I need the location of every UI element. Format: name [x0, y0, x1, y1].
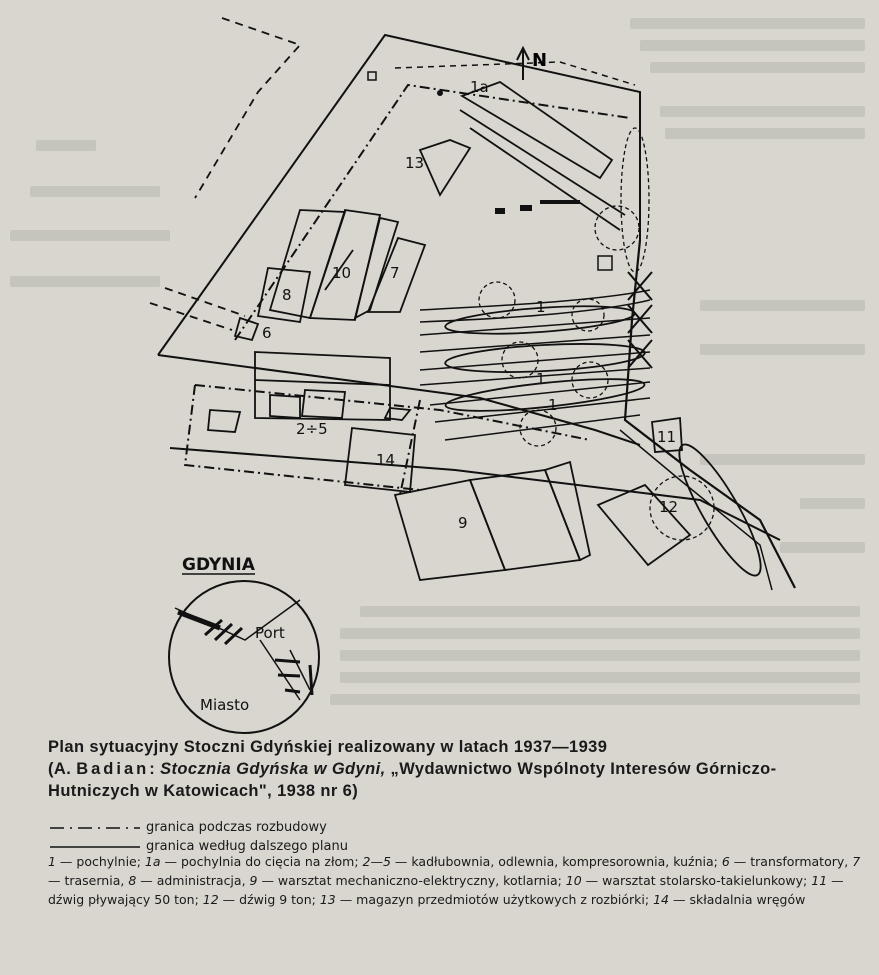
legend-item-text: — transformatory,: [729, 854, 853, 869]
inset-gdynia-map: [169, 555, 319, 733]
boundary-dashdot: [235, 85, 630, 340]
legend-item-text: — magazyn przedmiotów użytkowych z rozbiórki;: [335, 892, 654, 907]
label-6: 6: [262, 324, 272, 342]
label-9: 9: [458, 514, 468, 532]
caption-author: Badian: [76, 760, 150, 778]
inset-city: Miasto: [200, 696, 250, 714]
label-8: 8: [282, 286, 292, 304]
legend-dashdot-label: granica podczas rozbudowy: [146, 820, 327, 835]
legend-item-number: 13: [319, 892, 336, 907]
label-10: 10: [332, 264, 352, 282]
caption-rest: „Wydawnictwo Wspólnoty Interesów Górniczo-Hutniczych w Katowicach", 1938 nr 6): [48, 760, 777, 800]
label-14: 14: [376, 451, 396, 469]
legend-dashdot-row: [50, 818, 348, 837]
caption-book: Stocznia Gdyńska w Gdyni,: [160, 760, 386, 778]
legend-item-number: 2—5: [362, 854, 391, 869]
inset-port: Port: [255, 624, 285, 642]
legend-item-text: — warsztat stolarsko-takielunkowy;: [581, 873, 812, 888]
dashdot-line-icon: [50, 823, 140, 833]
legend-item-number: 9: [249, 873, 258, 888]
legend-item-text: — warsztat mechaniczno-elektryczny, kotlarnia;: [257, 873, 566, 888]
label-2-5: 2÷5: [296, 420, 328, 438]
label-13: 13: [405, 154, 425, 172]
legend-item-text: — dźwig 9 ton;: [218, 892, 320, 907]
legend-item-number: 11: [811, 873, 828, 888]
label-12: 12: [659, 498, 679, 516]
north-label: N: [532, 50, 548, 71]
legend-item-text: — dźwig pływający 50 ton;: [48, 873, 844, 907]
legend-item-number: 7: [852, 854, 861, 869]
legend-item-text: — kadłubownia, odlewnia, kompresorownia, kuźnia;: [390, 854, 722, 869]
caption-open: (A.: [48, 760, 77, 778]
legend-item-number: 10: [565, 873, 582, 888]
boundary-legend: [50, 818, 348, 856]
legend-item-number: 1: [48, 854, 56, 869]
caption-colon: :: [149, 760, 161, 778]
building-2-5: [255, 352, 390, 420]
legend-item-number: 1a: [144, 854, 161, 869]
legend-item-number: 12: [202, 892, 219, 907]
label-1-top: 1: [536, 298, 546, 316]
figure-caption: [48, 736, 863, 802]
label-1a: 1a: [470, 78, 489, 96]
legend-item-text: — pochylnia do cięcia na złom;: [160, 854, 363, 869]
legend-item-text: — administracja,: [136, 873, 250, 888]
legend-item-number: 6: [721, 854, 730, 869]
legend-item-text: — składalnia wręgów: [669, 892, 806, 907]
caption-line1: Plan sytuacyjny Stoczni Gdyńskiej realizowany w latach 1937—1939: [48, 738, 608, 756]
inset-title: GDYNIA: [182, 555, 255, 575]
legend-items: [48, 852, 863, 909]
legend-item-text: — pochylnie;: [55, 854, 145, 869]
solid-line-icon: [50, 842, 140, 852]
label-11: 11: [657, 428, 677, 446]
label-7: 7: [390, 264, 400, 282]
legend-solid-label: granica według dalszego planu: [146, 839, 348, 854]
legend-item-number: 14: [653, 892, 669, 907]
legend-item-number: 8: [128, 873, 137, 888]
legend-item-text: — trasernia,: [48, 873, 129, 888]
building-13: [420, 140, 470, 195]
label-1-bot: 1: [548, 396, 558, 414]
label-1-mid: 1: [536, 370, 546, 388]
